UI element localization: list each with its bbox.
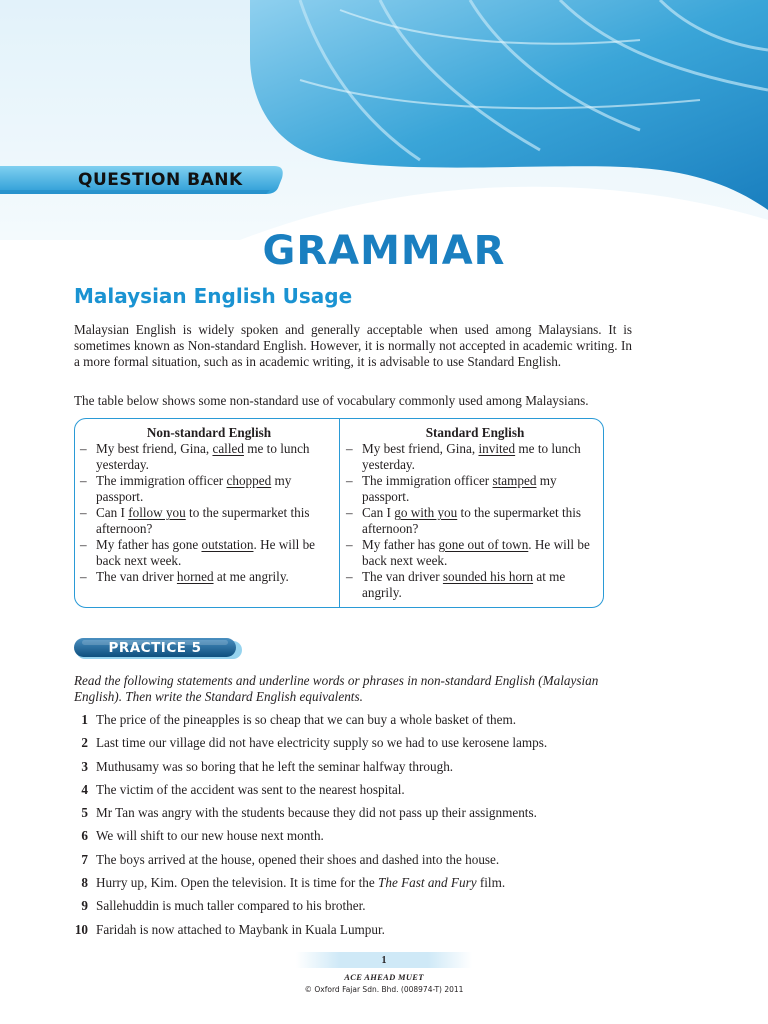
practice-item xyxy=(74,759,634,782)
practice-item xyxy=(74,875,634,898)
practice-item xyxy=(74,735,634,758)
dash-bullet: – xyxy=(80,441,87,456)
non-standard-list xyxy=(80,441,338,585)
intro-paragraph: Malaysian English is widely spoken and generally acceptable when used among Malaysians. It is sometimes known as Non-standard English. However, it is normally not accepted in academic writing. In a more formal situation, such as in academic writing, it is advisable to use Standard English. xyxy=(74,322,632,369)
question-bank-label: QUESTION BANK xyxy=(78,170,243,190)
dash-bullet: – xyxy=(80,473,87,488)
item-number: 7 xyxy=(81,851,88,867)
practice-item xyxy=(74,922,634,945)
practice-item xyxy=(74,828,634,851)
item-text: Last time our village did not have electricity supply so we had to use kerosene lamps. xyxy=(96,735,548,751)
standard-row xyxy=(346,441,604,473)
item-text: Faridah is now attached to Maybank in Kuala Lumpur. xyxy=(96,921,385,937)
underlined-term: sounded his horn xyxy=(442,569,534,584)
item-number: 1 xyxy=(81,712,88,727)
item-text: film. xyxy=(476,875,506,891)
non-standard-row xyxy=(80,537,338,569)
underlined-term: gone out of town xyxy=(438,537,529,552)
practice-item xyxy=(74,898,634,921)
item-text: The price of the pineapples is so cheap that we can buy a whole basket of them. xyxy=(96,712,517,727)
header-balloon-image xyxy=(0,0,768,240)
row-text: The immigration officer xyxy=(96,473,227,488)
practice-item xyxy=(74,712,634,735)
row-text: to the supermarket this afternoon? xyxy=(362,505,582,536)
non-standard-column xyxy=(80,425,338,585)
dash-bullet: – xyxy=(80,505,87,520)
row-text: The immigration officer xyxy=(362,473,493,488)
non-standard-row xyxy=(80,569,338,585)
standard-row xyxy=(346,505,604,537)
underlined-term: go with you xyxy=(394,505,458,520)
row-text: to the supermarket this afternoon? xyxy=(96,505,310,536)
item-text: The victim of the accident was sent to the nearest hospital. xyxy=(96,781,405,797)
practice-item xyxy=(74,805,634,828)
film-title: The Fast and Fury xyxy=(378,875,477,891)
item-text: We will shift to our new house next month. xyxy=(96,828,324,844)
item-number: 4 xyxy=(81,781,88,797)
practice-item xyxy=(74,782,634,805)
underlined-term: invited xyxy=(478,441,516,456)
row-text: My best friend, Gina, xyxy=(362,441,479,456)
underlined-term: called xyxy=(212,441,244,456)
underlined-term: chopped xyxy=(226,473,272,488)
item-number: 2 xyxy=(81,735,88,751)
book-title: ACE AHEAD MUET xyxy=(344,972,424,982)
copyright: © Oxford Fajar Sdn. Bhd. (008974-T) 2011 xyxy=(304,985,464,994)
item-text: Hurry up, Kim. Open the television. It is time for the xyxy=(96,875,379,891)
row-text: me to lunch yesterday. xyxy=(362,441,581,472)
row-text: Can I xyxy=(96,505,129,520)
non-standard-header: Non-standard English xyxy=(146,425,272,440)
dash-bullet: – xyxy=(346,505,353,520)
item-number: 9 xyxy=(81,898,88,914)
non-standard-row xyxy=(80,473,338,505)
standard-header: Standard English xyxy=(425,425,525,440)
dash-bullet: – xyxy=(80,537,87,552)
dash-bullet: – xyxy=(346,441,353,456)
row-text: My father has xyxy=(362,537,439,552)
page-title: GRAMMAR xyxy=(262,228,506,274)
non-standard-row xyxy=(80,505,338,537)
row-text: My father has gone xyxy=(96,537,202,552)
item-text: Muthusamy was so boring that he left the seminar halfway through. xyxy=(96,758,454,774)
item-text: The boys arrived at the house, opened their shoes and dashed into the house. xyxy=(96,851,500,867)
table-intro-paragraph: The table below shows some non-standard use of vocabulary commonly used among Malaysians. xyxy=(74,393,589,408)
row-text: The van driver xyxy=(362,569,443,584)
page-number: 1 xyxy=(381,955,387,966)
item-text: Sallehuddin is much taller compared to his brother. xyxy=(96,898,366,914)
standard-row xyxy=(346,537,604,569)
row-text: . He will be back next week. xyxy=(362,537,590,568)
item-number: 8 xyxy=(81,875,88,891)
item-number: 10 xyxy=(74,921,88,937)
underlined-term: horned xyxy=(176,569,214,584)
row-text: my passport. xyxy=(96,473,292,504)
non-standard-row xyxy=(80,441,338,473)
section-subtitle: Malaysian English Usage xyxy=(74,284,353,308)
row-text: My best friend, Gina, xyxy=(96,441,213,456)
item-text: Mr Tan was angry with the students because they did not pass up their assignments. xyxy=(96,805,537,821)
row-text: The van driver xyxy=(96,569,177,584)
row-text: me to lunch yesterday. xyxy=(96,441,310,472)
item-number: 3 xyxy=(81,758,88,774)
underlined-term: follow you xyxy=(128,505,186,520)
practice-item xyxy=(74,852,634,875)
standard-row xyxy=(346,473,604,505)
item-number: 6 xyxy=(81,828,88,844)
standard-column xyxy=(346,425,604,601)
row-text: Can I xyxy=(362,505,395,520)
dash-bullet: – xyxy=(80,569,87,584)
practice-items xyxy=(74,712,634,945)
row-text: my passport. xyxy=(362,473,557,504)
dash-bullet: – xyxy=(346,473,353,488)
dash-bullet: – xyxy=(346,537,353,552)
practice-label: PRACTICE 5 xyxy=(108,640,202,656)
row-text: . He will be back next week. xyxy=(96,537,316,568)
row-text: at me angrily. xyxy=(213,569,289,584)
standard-list xyxy=(346,441,604,601)
standard-row xyxy=(346,569,604,601)
underlined-term: stamped xyxy=(492,473,537,488)
table-divider xyxy=(339,419,340,607)
practice-instructions: Read the following statements and underline words or phrases in non-standard English (Malaysian English). Then write the Standard English equivalents. xyxy=(74,673,599,704)
item-number: 5 xyxy=(81,805,88,821)
underlined-term: outstation xyxy=(201,537,254,552)
row-text: at me angrily. xyxy=(362,569,566,600)
dash-bullet: – xyxy=(346,569,353,584)
